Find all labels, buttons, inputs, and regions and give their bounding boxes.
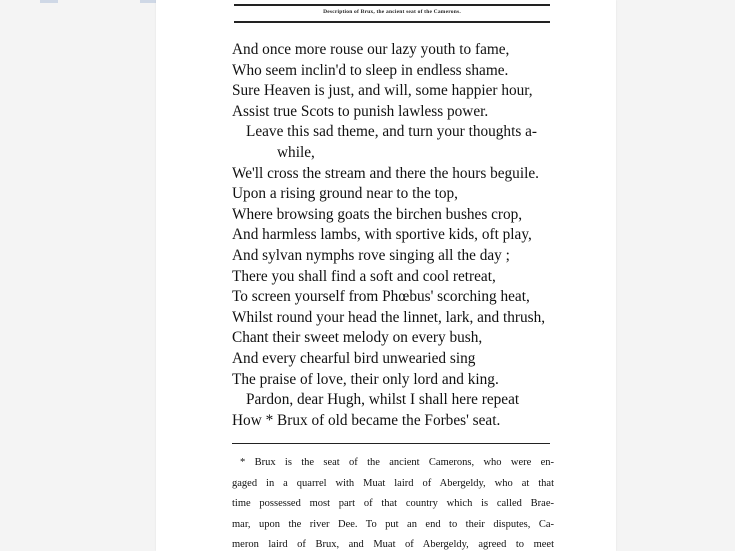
footnote-line: * Brux is the seat of the ancient Camerons, who were en- [240,457,554,468]
poem-line: Where browsing goats the birchen bushes crop, [232,205,523,223]
running-head: Description of Brux, the ancient seat of the Camerons. [323,9,461,15]
poem-line: Who seem inclin'd to sleep in endless shame. [232,61,509,79]
toolbar-edge-mark [40,0,58,3]
poem-line: Assist true Scots to punish lawless power. [232,102,489,120]
poem-line: To screen yourself from Phœbus' scorching heat, [232,288,530,306]
footnote-line: gaged in a quarrel with Muat laird of Abergeldy, who at that [232,477,554,489]
footnote-divider [232,443,550,444]
poem-line: And harmless lambs, with sportive kids, oft play, [232,226,532,244]
poem-line: And once more rouse our lazy youth to fame, [232,41,510,58]
poem-line: Whilst round your head the linnet, lark, and thrush, [232,308,546,326]
poem-line: Pardon, dear Hugh, whilst I shall here repeat [246,391,520,409]
poem-line: The praise of love, their only lord and king. [232,370,499,388]
header-rule-top [234,4,550,6]
poem-line: Leave this sad theme, and turn your thoughts a- [246,123,537,141]
footnote-line: meron laird of Brux, and Muat of Abergeldy, agreed to meet [232,539,554,550]
footnote-line: time possessed most part of that country which is called Brae- [232,498,554,509]
poem-line: while, [277,143,315,161]
poem-line: And every chearful bird unwearied sing [232,349,476,367]
header-rule-bottom [234,21,550,23]
poem-line: Sure Heaven is just, and will, some happier hour, [232,82,533,100]
poem-line: And sylvan nymphs rove singing all the day ; [232,246,510,264]
footnote-line: mar, upon the river Dee. To put an end to their disputes, Ca- [232,518,554,530]
poem-text [232,40,572,431]
poem-line: Upon a rising ground near to the top, [232,185,459,203]
footnote [232,453,554,551]
poem-line: There you shall find a soft and cool retreat, [232,267,496,285]
document-page [156,0,616,551]
poem-line: How * Brux of old became the Forbes' seat. [232,411,501,429]
poem-line: Chant their sweet melody on every bush, [232,329,483,347]
poem-line: We'll cross the stream and there the hours beguile. [232,164,539,182]
